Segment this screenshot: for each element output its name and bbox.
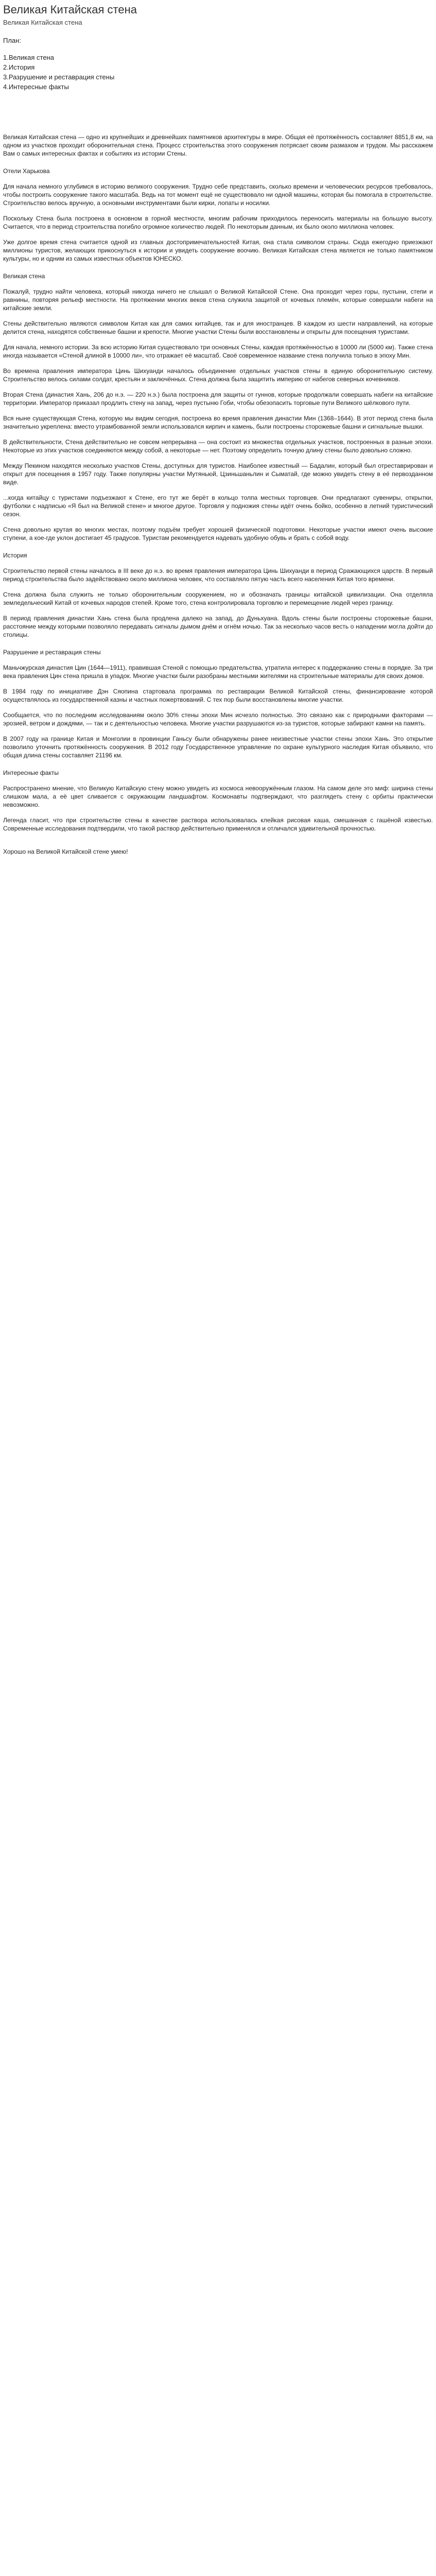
table-of-contents — [0, 29, 436, 97]
paragraph: Стена должна была служить не только оборонительным сооружением, но и обозначать границы китайской цивилизации. Она отделяла земледельческий Китай от кочевых народов степей. Кроме того, стена контролировала торговлю и перемещение людей через границу. — [3, 591, 433, 606]
paragraph: Уже долгое время стена считается одной из главных достопримечательностей Китая, она стала символом страны. Сюда ежегодно приезжают миллионы туристов, желающих прикоснуться к истории и увидеть сооружение воочию. Великая Китайская стена является не только памятником культуры, но и одним из самых известных объектов ЮНЕСКО. — [3, 239, 433, 262]
paragraph: Стены действительно являются символом Китая как для самих китайцев, так и для иностранцев. В каждом из шести направлений, на которые делится стена, находятся собственные башни и крепости. Многие участки Стены были восстановлены и открыты для посещения туристами. — [3, 320, 433, 335]
page-title: Великая Китайская стена — [3, 3, 137, 16]
plan-item[interactable]: 3.Разрушение и реставрация стены — [3, 73, 115, 81]
paragraph: Пожалуй, трудно найти человека, который никогда ничего не слышал о Великой Китайской Стене. Она проходит через горы, пустыни, степи и равнины, повторяя рельеф местности. На протяжении многих веков стена служила защитой от кочевых племён, которые совершали набеги на китайские земли. — [3, 288, 433, 312]
paragraph: В 2007 году на границе Китая и Монголии в провинции Ганьсу были обнаружены ранее неизвестные участки стены эпохи Хань. Это открытие позволило уточнить протяжённость сооружения. В 2012 году Государственное управление по охране культурного наследия Китая объявило, что общая длина стены составляет 21196 км. — [3, 735, 433, 759]
paragraph: В действительности, Стена действительно не совсем непрерывна — она состоит из множества отдельных участков, построенных в разные эпохи. Некоторые из этих участков соединяются между собой, а некоторые — нет. Поэтому определить точную длину стены было довольно сложно. — [3, 438, 433, 454]
paragraph: Маньчжурская династия Цин (1644—1911), правившая Стеной с помощью предательства, утратила интерес к поддержанию стены в порядке. За три века правления Цин стена пришла в упадок. Многие участки были разобраны местными жителями на строительные материалы для своих домов. — [3, 664, 433, 680]
paragraph: Поскольку Стена была построена в основном в горной местности, многим рабочим приходилось переносить материалы на большую высоту. Считается, что в период строительства погибло огромное количество людей. По некоторым данным, их было около миллиона человек. — [3, 215, 433, 230]
section-heading: Великая стена — [3, 273, 45, 280]
page-subtitle: Великая Китайская стена — [3, 19, 82, 26]
paragraph: Вся ныне существующая Стена, которую мы видим сегодня, построена во время правления династии Мин (1368–1644). В этот период стена была значительно укреплена: вместо утрамбованной земли использовался кирпич и камень, были построены сторожевые башни и сигнальные вышки. — [3, 415, 433, 430]
paragraph: Сообщается, что по последним исследованиям около 30% стены эпохи Мин исчезло полностью. Это связано как с природными факторами — эрозией, ветром и дождями, — так и с деятельностью человека. Многие участки разрушаются из-за туристов, которые забирают камни на память. — [3, 711, 433, 727]
paragraph: Стена довольно крутая во многих местах, поэтому подъём требует хорошей физической подготовки. Некоторые участки имеют очень высокие ступени, а кое-где уклон достигает 45 градусов. Туристам рекомендуется надевать удобную обувь и брать с собой воду. — [3, 526, 433, 541]
plan-item[interactable]: 4.Интересные факты — [3, 83, 69, 91]
caption: Хорошо на Великой Китайской стене умею! — [3, 848, 128, 855]
paragraph: Великая Китайская стена — одно из крупнейших и древнейших памятников архитектуры в мире. Общая её протяжённость составляет 8851,8 км, на одном из участков проходит оборонительная стена. Процесс строительства этого сооружения потрясает своим размахом и трудом. Мы расскажем Вам о самых интересных фактах и событиях из истории Стены. — [3, 133, 433, 157]
section-heading: История — [3, 552, 27, 559]
paragraph: Строительство первой стены началось в III веке до н.э. во время правления императора Цинь Шихуанди в период Сражающихся царств. В первый период строительства было задействовано около миллиона человек, что составляло пятую часть всего населения Китая того времени. — [3, 567, 433, 583]
paragraph: Для начала, немного истории. За всю историю Китая существовало три основных Стены, каждая протяжённостью в 10000 ли (5000 км). Также стена иногда называется «Стеной длиной в 10000 ли», что отражает её масштаб. Своё современное название стена получила только в эпоху Мин. — [3, 344, 433, 359]
section-heading: Разрушение и реставрация стены — [3, 649, 101, 656]
paragraph: Для начала немного углубимся в историю великого сооружения. Трудно себе представить, сколько времени и человеческих ресурсов требовалось, чтобы построить сооружение такого масштаба. Ведь на тот момент ещё не существовало ни одной машины, которая бы помогала в строительстве. Строительство велось вручную, а основными инструментами были кирки, лопаты и носилки. — [3, 183, 433, 207]
paragraph: В 1984 году по инициативе Дэн Сяопина стартовала программа по реставрации Великой Китайской стены, финансирование которой осуществлялось из государственной казны и частных пожертвований. С тех пор были восстановлены многие участки. — [3, 688, 433, 703]
plan-item[interactable]: 1.Великая стена — [3, 54, 54, 61]
paragraph: Во времена правления императора Цинь Шихуанди началось объединение отдельных участков стены в единую оборонительную систему. Строительство велось силами солдат, крестьян и заключённых. Стена должна была защитить империю от набегов северных кочевников. — [3, 367, 433, 383]
plan-item[interactable]: 2.История — [3, 63, 35, 71]
paragraph: Вторая Стена (династия Хань, 206 до н.э. — 220 н.э.) была построена для защиты от гуннов, которые продолжали совершать набеги на китайские территории. Император приказал продлить стену на запад, через пустыню Гоби, чтобы обезопасить торговые пути Великого шёлкового пути. — [3, 391, 433, 406]
plan-list — [3, 54, 433, 91]
paragraph: Распространено мнение, что Великую Китайскую стену можно увидеть из космоса невооружённым глазом. На самом деле это миф: ширина стены слишком мала, а её цвет сливается с окружающим ландшафтом. Космонавты подтверждают, что разглядеть стену с орбиты практически невозможно. — [3, 785, 433, 808]
paragraph: Легенда гласит, что при строительстве стены в качестве раствора использовалась клейкая рисовая каша, смешанная с гашёной известью. Современные исследования подтвердили, что такой раствор действительно применялся и отличался удивительной прочностью. — [3, 817, 433, 832]
paragraph: Между Пекином находятся несколько участков Стены, доступных для туристов. Наиболее известный — Бадалин, который был отреставрирован и открыт для посещения в 1957 году. Также популярны участки Мутяньюй, Цзиньшаньлин и Сыматай, где можно увидеть стену в её первозданном виде. — [3, 462, 433, 486]
plan-label: План: — [3, 37, 21, 44]
paragraph: В период правления династии Хань стена была продлена далеко на запад, до Дуньхуана. Вдоль стены были построены сторожевые башни, расстояние между которыми позволяло передавать сигналы дымом днём и огнём ночью. Так за несколько часов весть о нападении могла дойти до столицы. — [3, 615, 433, 638]
article-body — [0, 133, 436, 833]
paragraph: ...когда китайцу с туристами подъезжают к Стене, его тут же берёт в кольцо толпа местных торговцев. Они предлагают сувениры, открытки, футболки с надписью «Я был на Великой стене» и многое другое. Торговля у подножия стены идёт очень бойко, особенно в летний туристический сезон. — [3, 494, 433, 518]
section-heading: Интересные факты — [3, 769, 59, 776]
section-heading: Отели Харькова — [3, 167, 50, 175]
